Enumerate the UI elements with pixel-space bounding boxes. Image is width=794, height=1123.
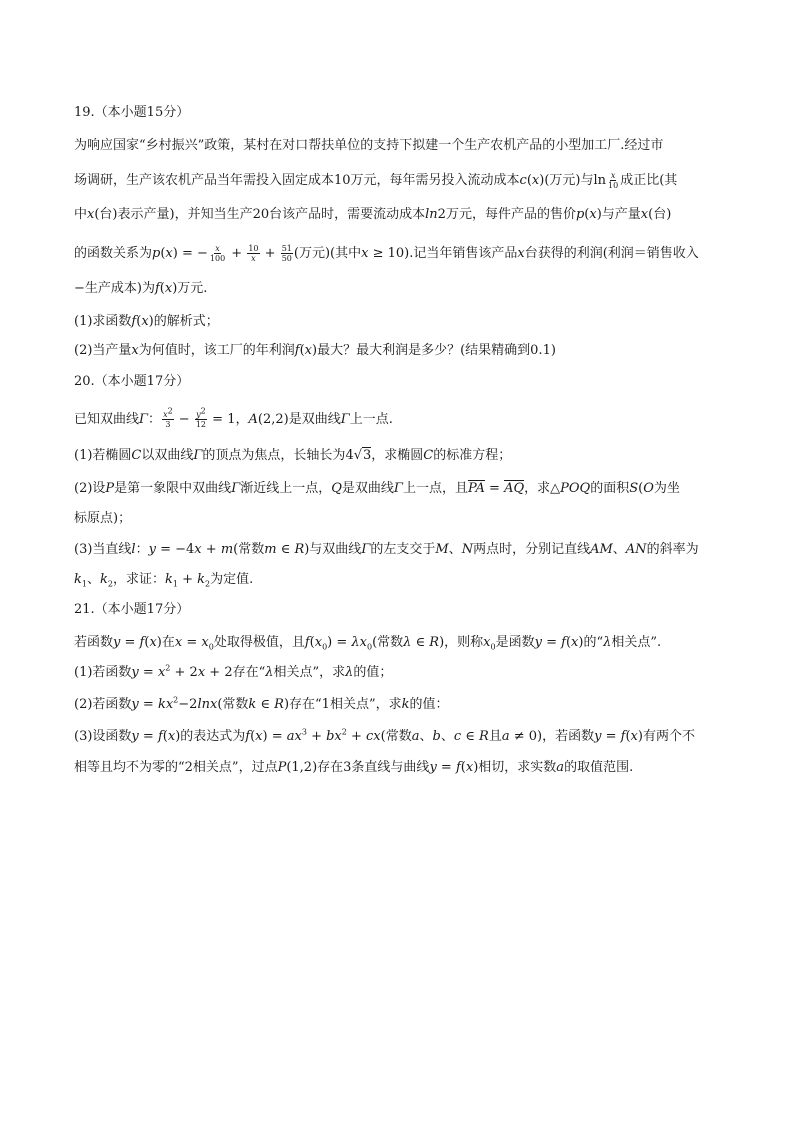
- q20-heading: 20.（本小题17分）: [74, 374, 190, 389]
- q19-line-2: 场调研，生产该农机产品当年需投入固定成本10万元，每年需另投入流动成本c(x)(万元)与ln $\frac{x}{10}$ 成正比(其: [74, 171, 678, 190]
- q19-line-3: 中x(台)表示产量)，并知当生产20台该产品时，需要流动成本ln2万元，每件产品的售价p(x)与产量x(台): [74, 207, 672, 222]
- q20-line-1: 已知双曲线Γ： $\frac{x^2}{3}$ − $\frac{y^2}{12}$ = 1，A(2,2)是双曲线Γ上一点.: [74, 406, 393, 429]
- q20-part-3-cont: $k_1$、$k_2$，求证：$k_1 + k_2$为定值.: [74, 572, 254, 589]
- q21-part-1: (1)若函数$y = x^2 + 2x + 2$存在“λ相关点”，求λ的值；: [74, 663, 393, 680]
- q20-part-1: (1)若椭圆C以双曲线Γ的顶点为焦点，长轴长为4√3，求椭圆C的标准方程；: [74, 448, 512, 463]
- q20-part-2: (2)设P是第一象限中双曲线Γ渐近线上一点，Q是双曲线Γ上一点，且PA = AQ，求△POQ的面积S(O为坐: [74, 481, 680, 496]
- q19-line-4: 的函数关系为p(x) = − $\frac{x}{100}$ + $\frac{10}{x}$ + $\frac{51}{50}$ (万元)(其中x ≥ 10).记当年销售该产品x台获得的利润(利润＝销售收入: [74, 244, 699, 263]
- q19-heading: 19.（本小题15分）: [74, 105, 190, 120]
- q21-part-3-cont: 相等且均不为零的“2相关点”，过点P(1,2)存在3条直线与曲线y = f(x)相切，求实数a的取值范围.: [74, 760, 634, 775]
- q20-part-2-cont: 标原点)；: [74, 511, 132, 526]
- q21-part-2: (2)若函数$y = kx^2-2\ln x$(常数k ∈ R)存在“1相关点”，求k的值：: [74, 695, 449, 712]
- q19-part-1: (1)求函数f(x)的解析式；: [74, 314, 219, 329]
- q21-heading: 21.（本小题17分）: [74, 602, 190, 617]
- q21-line-1: 若函数y = f(x)在$x = x_0$处取得极值，且$f(x_0) = \lambda x_0$(常数λ ∈ R)，则称$x_0$是函数y = f(x)的“λ相关点”.: [74, 635, 662, 652]
- q20-part-3: (3)当直线l：y = −4x + m(常数m ∈ R)与双曲线Γ的左支交于M、N两点时，分别记直线AM、AN的斜率为: [74, 542, 699, 557]
- q19-line-1: 为响应国家“乡村振兴”政策，某村在对口帮扶单位的支持下拟建一个生产农机产品的小型加工厂.经过市: [74, 138, 664, 153]
- q21-part-3: (3)设函数y = f(x)的表达式为$f(x) = ax^3 + bx^2 + cx$(常数a、b、c ∈ R且a ≠ 0)，若函数y = f(x)有两个不: [74, 727, 695, 744]
- q19-line-5: −生产成本)为f(x)万元.: [74, 281, 208, 296]
- q19-part-2: (2)当产量x为何值时，该工厂的年利润f(x)最大？最大利润是多少？(结果精确到0.1): [74, 343, 556, 358]
